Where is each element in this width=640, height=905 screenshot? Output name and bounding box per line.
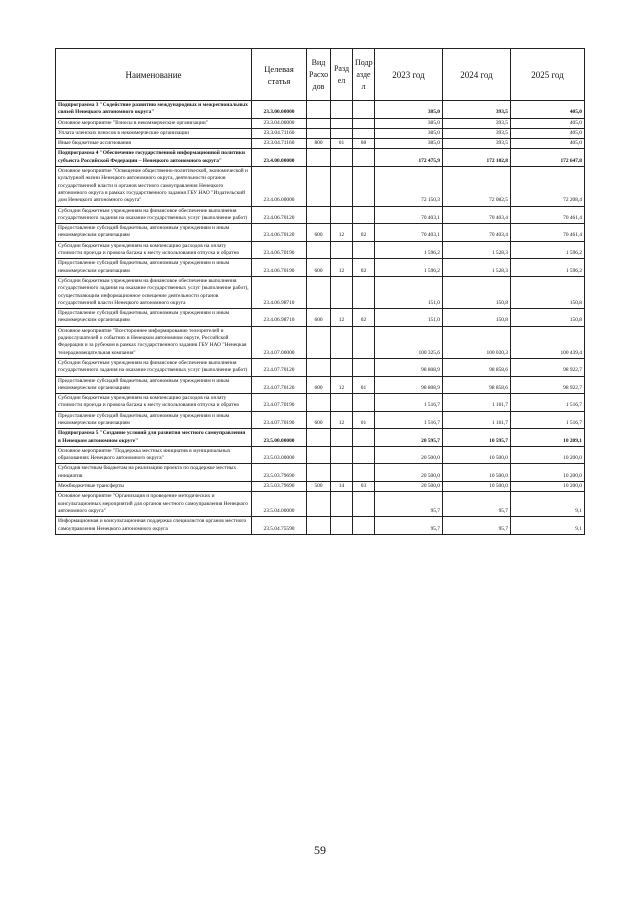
row-amount-2025: 72 208,4 [511,167,585,206]
budget-table [55,48,585,535]
row-name: Уплата членских взносов в некоммерческие организации [56,128,252,138]
row-name: Иные бюджетные ассигнования [56,139,252,149]
row-section [331,206,353,224]
row-amount-2024: 393,5 [443,101,511,119]
row-section [331,464,353,482]
row-expense-type [307,118,331,128]
row-amount-2023: 70 403,1 [375,206,443,224]
row-amount-2025: 10 200,0 [511,482,585,492]
row-amount-2024: 150,8 [443,276,511,308]
row-target-article: 23.4.06.70120 [252,206,307,224]
row-expense-type: 600 [307,376,331,394]
row-section [331,429,353,447]
row-name: Субсидия местным бюджетам на реализацию проекта по поддержке местных инициатив [56,464,252,482]
row-subsection [353,492,375,517]
row-subsection: 02 [353,224,375,242]
row-target-article: 23.5.03.79690 [252,464,307,482]
row-amount-2025: 70 461,4 [511,206,585,224]
table-row [56,241,585,259]
row-section [331,492,353,517]
row-amount-2023: 1 596,2 [375,241,443,259]
row-subsection [353,149,375,167]
row-name: Субсидии бюджетным учреждениям на финансовое обеспечение выполнения государственного задания на оказание государственных услуг (выполнение работ) [56,358,252,376]
row-subsection [353,101,375,119]
row-amount-2023: 20 500,0 [375,482,443,492]
row-amount-2024: 100 020,3 [443,326,511,358]
row-target-article: 23.5.04.00000 [252,492,307,517]
table-row [56,128,585,138]
row-expense-type [307,492,331,517]
row-name: Основное мероприятие "Поддержка местных инициатив в муниципальных образованиях Ненецкого автономного округа" [56,446,252,464]
row-target-article: 23.4.06.98710 [252,276,307,308]
row-expense-type [307,517,331,535]
row-amount-2025: 9,1 [511,492,585,517]
row-subsection [353,118,375,128]
row-target-article: 23.4.06.70190 [252,241,307,259]
row-amount-2023: 100 325,6 [375,326,443,358]
table-row [56,139,585,149]
row-amount-2023: 98 808,9 [375,358,443,376]
row-amount-2023: 20 500,0 [375,446,443,464]
table-row [56,517,585,535]
row-subsection [353,276,375,308]
row-subsection [353,517,375,535]
row-name: Предоставление субсидий бюджетным, автономным учреждениям и иным некоммерческим организациям [56,376,252,394]
row-amount-2024: 1 528,3 [443,241,511,259]
row-amount-2025: 98 922,7 [511,376,585,394]
row-amount-2023: 1 516,7 [375,394,443,412]
row-amount-2025: 150,8 [511,276,585,308]
row-expense-type [307,276,331,308]
row-amount-2024: 98 858,6 [443,376,511,394]
row-section: 12 [331,309,353,327]
row-expense-type [307,394,331,412]
row-amount-2024: 72 082,5 [443,167,511,206]
row-amount-2024: 393,5 [443,139,511,149]
row-amount-2023: 385,0 [375,128,443,138]
row-section: 12 [331,259,353,277]
row-expense-type: 600 [307,309,331,327]
table-row [56,376,585,394]
row-amount-2024: 70 403,4 [443,224,511,242]
table-header-row [56,49,585,101]
budget-table-sheet [55,48,584,535]
row-amount-2025: 9,1 [511,517,585,535]
table-row [56,259,585,277]
row-target-article: 23.3.04.71160 [252,139,307,149]
row-amount-2025: 405,0 [511,101,585,119]
row-amount-2023: 385,0 [375,101,443,119]
row-amount-2023: 151,0 [375,276,443,308]
row-amount-2023: 20 595,7 [375,429,443,447]
row-subsection [353,446,375,464]
table-row [56,446,585,464]
row-name: Основное мероприятие "Освещение общественно-политической, экономической и культурной жизни Ненецкого автономного округа, деятельности органов государственной власти и органов местного самоуправления Ненецкого автономного округа в рамках государственного задания ГБУ НАО "Издательский дом Ненецкого автономного округа" [56,167,252,206]
row-section [331,358,353,376]
row-amount-2023: 72 150,3 [375,167,443,206]
table-row [56,101,585,119]
table-row [56,394,585,412]
row-expense-type: 800 [307,139,331,149]
table-row [56,118,585,128]
row-amount-2025: 10 200,0 [511,464,585,482]
header-year-2024: 2024 год [443,49,511,101]
header-name: Наименование [56,49,252,101]
row-expense-type [307,446,331,464]
row-section [331,446,353,464]
row-name: Подпрограмма 4 "Обеспечение государственной информационной политики субъекта Российской Федерации – Ненецкого автономного округа" [56,149,252,167]
row-amount-2023: 70 403,1 [375,224,443,242]
row-target-article: 23.4.07.70190 [252,394,307,412]
row-section: 14 [331,482,353,492]
row-subsection [353,394,375,412]
row-amount-2024: 1 161,7 [443,394,511,412]
row-name: Субсидии бюджетным учреждениям на компенсацию расходов на оплату стоимости проезда и провоза багажа к месту использования отпуска и обратно [56,241,252,259]
row-amount-2025: 10 200,0 [511,446,585,464]
row-expense-type [307,429,331,447]
header-year-2025: 2025 год [511,49,585,101]
row-amount-2024: 1 161,7 [443,411,511,429]
row-section: 12 [331,224,353,242]
row-section: 01 [331,139,353,149]
row-amount-2025: 172 647,8 [511,149,585,167]
row-amount-2025: 1 516,7 [511,394,585,412]
row-target-article: 23.3.04.71160 [252,128,307,138]
row-amount-2025: 100 439,4 [511,326,585,358]
table-body [56,101,585,535]
row-section [331,394,353,412]
row-section: 12 [331,376,353,394]
header-year-2023: 2023 год [375,49,443,101]
row-name: Основное мероприятие "Организация и проведение методических и консультационных мероприятий для органов местного самоуправления Ненецкого автономного округа" [56,492,252,517]
row-subsection [353,206,375,224]
row-subsection: 01 [353,376,375,394]
row-name: Межбюджетные трансферты [56,482,252,492]
row-section [331,241,353,259]
row-amount-2024: 172 102,8 [443,149,511,167]
row-amount-2023: 98 808,9 [375,376,443,394]
row-amount-2024: 70 403,4 [443,206,511,224]
row-subsection [353,326,375,358]
row-subsection [353,241,375,259]
row-amount-2025: 405,0 [511,139,585,149]
row-section [331,167,353,206]
row-amount-2023: 1 596,2 [375,259,443,277]
row-section [331,276,353,308]
header-target-article: Целевая статья [252,49,307,101]
row-amount-2023: 172 475,9 [375,149,443,167]
row-amount-2024: 10 500,0 [443,482,511,492]
row-expense-type [307,464,331,482]
header-expense-type: Вид Расхо дов [307,49,331,101]
row-target-article: 23.4.06.00000 [252,167,307,206]
row-subsection [353,167,375,206]
row-section [331,517,353,535]
row-expense-type [307,167,331,206]
row-amount-2025: 10 209,1 [511,429,585,447]
row-section [331,149,353,167]
row-subsection [353,128,375,138]
row-amount-2024: 150,8 [443,309,511,327]
row-amount-2025: 70 461,4 [511,224,585,242]
row-expense-type [307,128,331,138]
row-section [331,326,353,358]
row-expense-type [307,149,331,167]
table-row [56,464,585,482]
table-row [56,309,585,327]
table-row [56,206,585,224]
row-amount-2024: 393,5 [443,118,511,128]
row-expense-type [307,241,331,259]
page-number: 59 [314,843,326,857]
row-amount-2024: 393,5 [443,128,511,138]
row-target-article: 23.4.06.98710 [252,309,307,327]
row-expense-type [307,326,331,358]
row-name: Подпрограмма 3 "Содействие развитию международных и межрегиональных связей Ненецкого автономного округа" [56,101,252,119]
row-target-article: 23.3.04.00000 [252,118,307,128]
row-amount-2025: 1 596,2 [511,241,585,259]
row-target-article: 23.4.07.00000 [252,326,307,358]
row-subsection [353,358,375,376]
table-row [56,429,585,447]
row-name: Субсидии бюджетным учреждениям на финансовое обеспечение выполнения государственного задания на оказание государственных услуг (выполнение работ) [56,206,252,224]
row-name: Основное мероприятие "Взносы в некоммерческие организации" [56,118,252,128]
row-subsection: 01 [353,411,375,429]
row-subsection: 02 [353,309,375,327]
row-name: Подпрограмма 5 "Создание условий для развития местного самоуправления в Ненецком автономном округе" [56,429,252,447]
row-target-article: 23.5.04.75590 [252,517,307,535]
row-subsection [353,464,375,482]
row-section [331,128,353,138]
row-amount-2024: 95,7 [443,517,511,535]
table-row [56,326,585,358]
row-expense-type [307,206,331,224]
row-amount-2024: 10 500,0 [443,464,511,482]
row-target-article: 23.4.07.70120 [252,358,307,376]
row-amount-2024: 98 858,6 [443,358,511,376]
table-row [56,149,585,167]
row-name: Предоставление субсидий бюджетным, автономным учреждениям и иным некоммерческим организациям [56,224,252,242]
row-target-article: 23.5.03.79690 [252,482,307,492]
table-row [56,276,585,308]
row-target-article: 23.4.00.00000 [252,149,307,167]
row-name: Основное мероприятие "Всестороннее информирование телезрителей и радиослушателей о событиях в Ненецком автономном округе, Российской Федерации и за рубежом в рамках государственного задания ГБУ НАО "Ненецкая телерадиовещательная компания" [56,326,252,358]
table-row [56,411,585,429]
row-target-article: 23.5.03.00000 [252,446,307,464]
row-amount-2024: 10 595,7 [443,429,511,447]
row-amount-2025: 150,8 [511,309,585,327]
table-row [56,492,585,517]
row-subsection [353,429,375,447]
table-row [56,224,585,242]
row-target-article: 23.4.07.70120 [252,376,307,394]
row-subsection: 03 [353,482,375,492]
row-target-article: 23.4.07.70190 [252,411,307,429]
row-subsection: 02 [353,259,375,277]
row-amount-2025: 1 596,2 [511,259,585,277]
row-expense-type [307,101,331,119]
row-target-article: 23.4.06.70120 [252,224,307,242]
row-expense-type [307,358,331,376]
table-row [56,482,585,492]
row-amount-2023: 385,0 [375,139,443,149]
row-expense-type: 500 [307,482,331,492]
row-target-article: 23.3.00.00000 [252,101,307,119]
table-row [56,358,585,376]
row-target-article: 23.5.00.00000 [252,429,307,447]
row-amount-2025: 405,0 [511,118,585,128]
row-amount-2023: 385,0 [375,118,443,128]
row-subsection: 08 [353,139,375,149]
row-name: Предоставление субсидий бюджетным, автономным учреждениям и иным некоммерческим организациям [56,411,252,429]
row-name: Субсидии бюджетным учреждениям на финансовое обеспечение выполнения государственного задания на оказание государственных услуг (выполнение работ), осуществляющим информационное освещение деятельности органов государственной власти Ненецкого автономного округа [56,276,252,308]
header-subsection: Подр азде л [353,49,375,101]
row-section [331,118,353,128]
row-section [331,101,353,119]
header-section: Разд ел [331,49,353,101]
row-expense-type: 600 [307,259,331,277]
row-amount-2023: 95,7 [375,492,443,517]
row-amount-2025: 1 516,7 [511,411,585,429]
row-amount-2023: 1 516,7 [375,411,443,429]
row-section: 12 [331,411,353,429]
row-name: Информационная и консультационная поддержка специалистов органов местного самоуправления Ненецкого автономного округа [56,517,252,535]
row-expense-type: 600 [307,411,331,429]
row-amount-2024: 10 500,0 [443,446,511,464]
row-amount-2025: 98 922,7 [511,358,585,376]
row-amount-2023: 151,0 [375,309,443,327]
row-amount-2024: 1 528,3 [443,259,511,277]
row-amount-2025: 405,0 [511,128,585,138]
row-amount-2023: 20 500,0 [375,464,443,482]
row-amount-2023: 95,7 [375,517,443,535]
row-amount-2024: 95,7 [443,492,511,517]
row-target-article: 23.4.06.70190 [252,259,307,277]
row-name: Субсидии бюджетным учреждениям на компенсацию расходов на оплату стоимости проезда и провоза багажа к месту использования отпуска и обратно [56,394,252,412]
row-name: Предоставление субсидий бюджетным, автономным учреждениям и иным некоммерческим организациям [56,309,252,327]
row-name: Предоставление субсидий бюджетным, автономным учреждениям и иным некоммерческим организациям [56,259,252,277]
table-row [56,167,585,206]
row-expense-type: 600 [307,224,331,242]
